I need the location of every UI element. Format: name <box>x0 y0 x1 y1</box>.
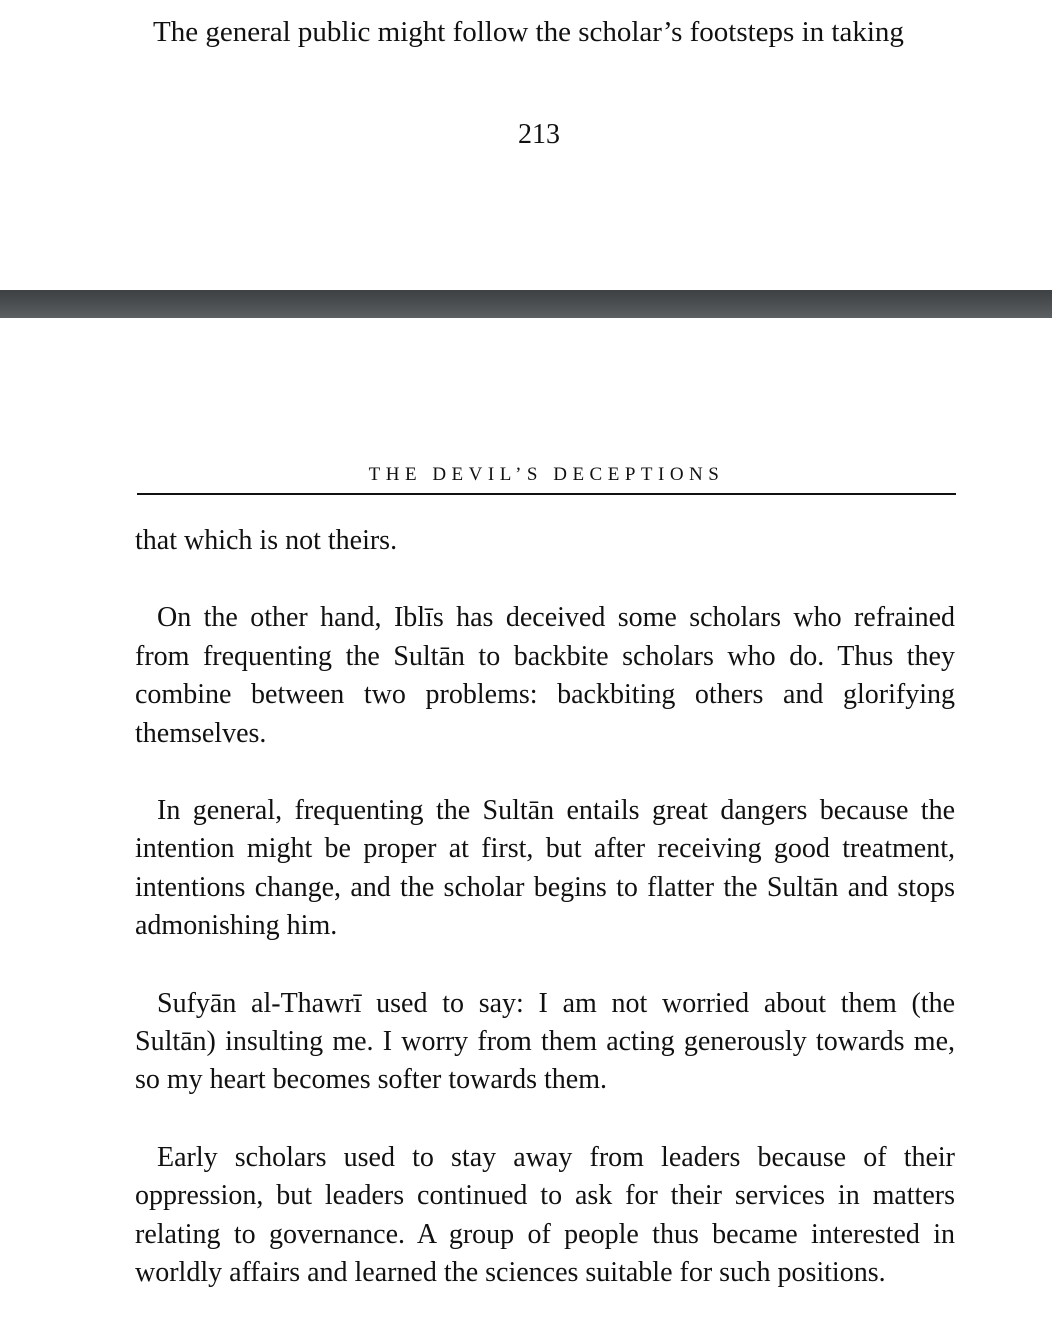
previous-page-last-line: The general public might follow the scholar’s footsteps in taking <box>153 16 904 48</box>
paragraph-continuation: that which is not theirs. <box>135 525 398 556</box>
paragraph: Sufyān al-Thawrī used to say: I am not worried about them (the Sultān) insulting me. I worry from them acting generously towards me, so my heart becomes softer towards them. <box>135 987 955 1096</box>
running-head: THE DEVIL’S DECEPTIONS <box>368 464 725 485</box>
previous-page <box>0 0 1052 290</box>
paragraph: Early scholars used to stay away from leaders because of their oppression, but leaders continued to ask for their services in matters relating to governance. A group of people thus became interested in worldly affairs and learned the sciences suitable for such positions. <box>135 1141 955 1289</box>
page-divider <box>0 290 1052 318</box>
paragraph: In general, frequenting the Sultān entails great dangers because the intention might be proper at first, but after receiving good treatment, intentions change, and the scholar begins to flatter the Sultān and stops admonishing him. <box>135 795 955 942</box>
body-text <box>135 522 955 1332</box>
running-head-rule <box>137 493 956 495</box>
paragraph: On the other hand, Iblīs has deceived some scholars who refrained from frequenting the Sultān to backbite scholars who do. Thus they combine between two problems: backbiting others and glorifying themselves. <box>135 602 955 749</box>
page-number: 213 <box>518 119 560 150</box>
